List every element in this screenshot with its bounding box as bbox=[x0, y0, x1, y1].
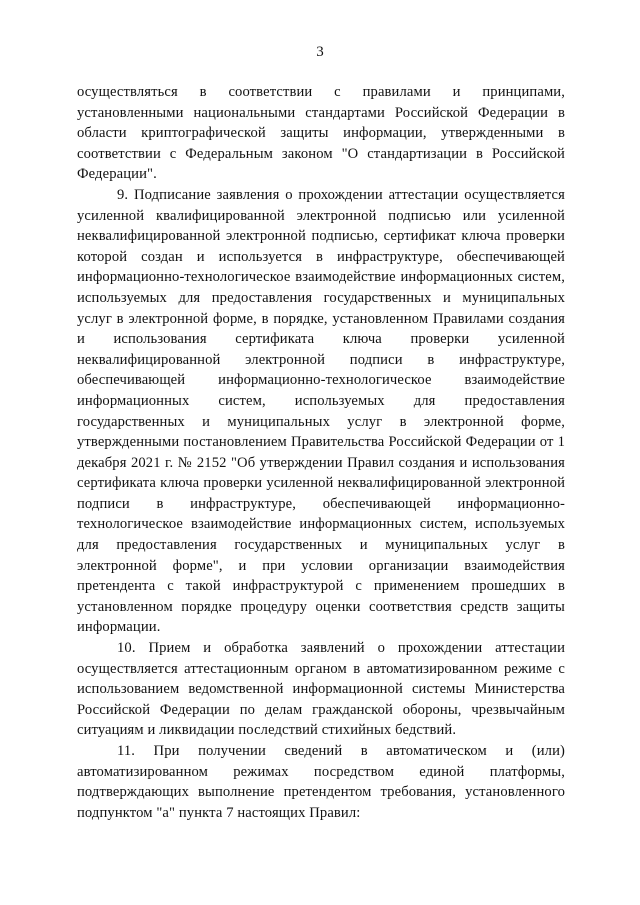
page-number: 3 bbox=[316, 44, 324, 60]
paragraph-continuation: осуществляться в соответствии с правилами и принципами, установленными национальными стандартами Российской Федерации в области криптографической защиты информации, утвержденными в соответствии с Федеральным законом "О стандартизации в Российской Федерации". bbox=[77, 84, 565, 183]
paragraph-item-9: 9. Подписание заявления о прохождении аттестации осуществляется усиленной квалифицированной электронной подписью или усиленной неквалифицированной электронной подписью, сертификат ключа проверки которой создан и используется в инфраструктуре, обеспечивающей информационно-технологическое взаимодействие информационных систем, используемых для предоставления государственных и муниципальных услуг в электронной форме, в порядке, установленном Правилами создания и использования сертификата ключа проверки усиленной неквалифицированной электронной подписи в инфраструктуре, обеспечивающей информационно-технологическое взаимодействие информационных систем, используемых для предоставления государственных и муниципальных услуг в электронной форме, утвержденными постановлением Правительства Российской Федерации от 1 декабря 2021 г. № 2152 "Об утверждении Правил создания и использования сертификата ключа проверки усиленной неквалифицированной электронной подписи в инфраструктуре, обеспечивающей информационно-технологическое взаимодействие информационных систем, используемых для предоставления государственных и муниципальных услуг в электронной форме", и при условии организации взаимодействия претендента с такой инфраструктурой с применением прошедших в установленном порядке процедуру оценки соответствия средств защиты информации. bbox=[77, 186, 565, 636]
paragraph-item-10: 10. Прием и обработка заявлений о прохождении аттестации осуществляется аттестационным органом в автоматизированном режиме с использованием ведомственной информационной системы Министерства Российской Федерации по делам гражданской обороны, чрезвычайным ситуациям и ликвидации последствий стихийных бедствий. bbox=[77, 640, 565, 739]
document-body bbox=[77, 82, 565, 823]
paragraph-item-11: 11. При получении сведений в автоматическом и (или) автоматизированном режимах посредством единой платформы, подтверждающих выполнение претендентом требования, установленного подпунктом "а" пункта 7 настоящих Правил: bbox=[77, 743, 565, 821]
